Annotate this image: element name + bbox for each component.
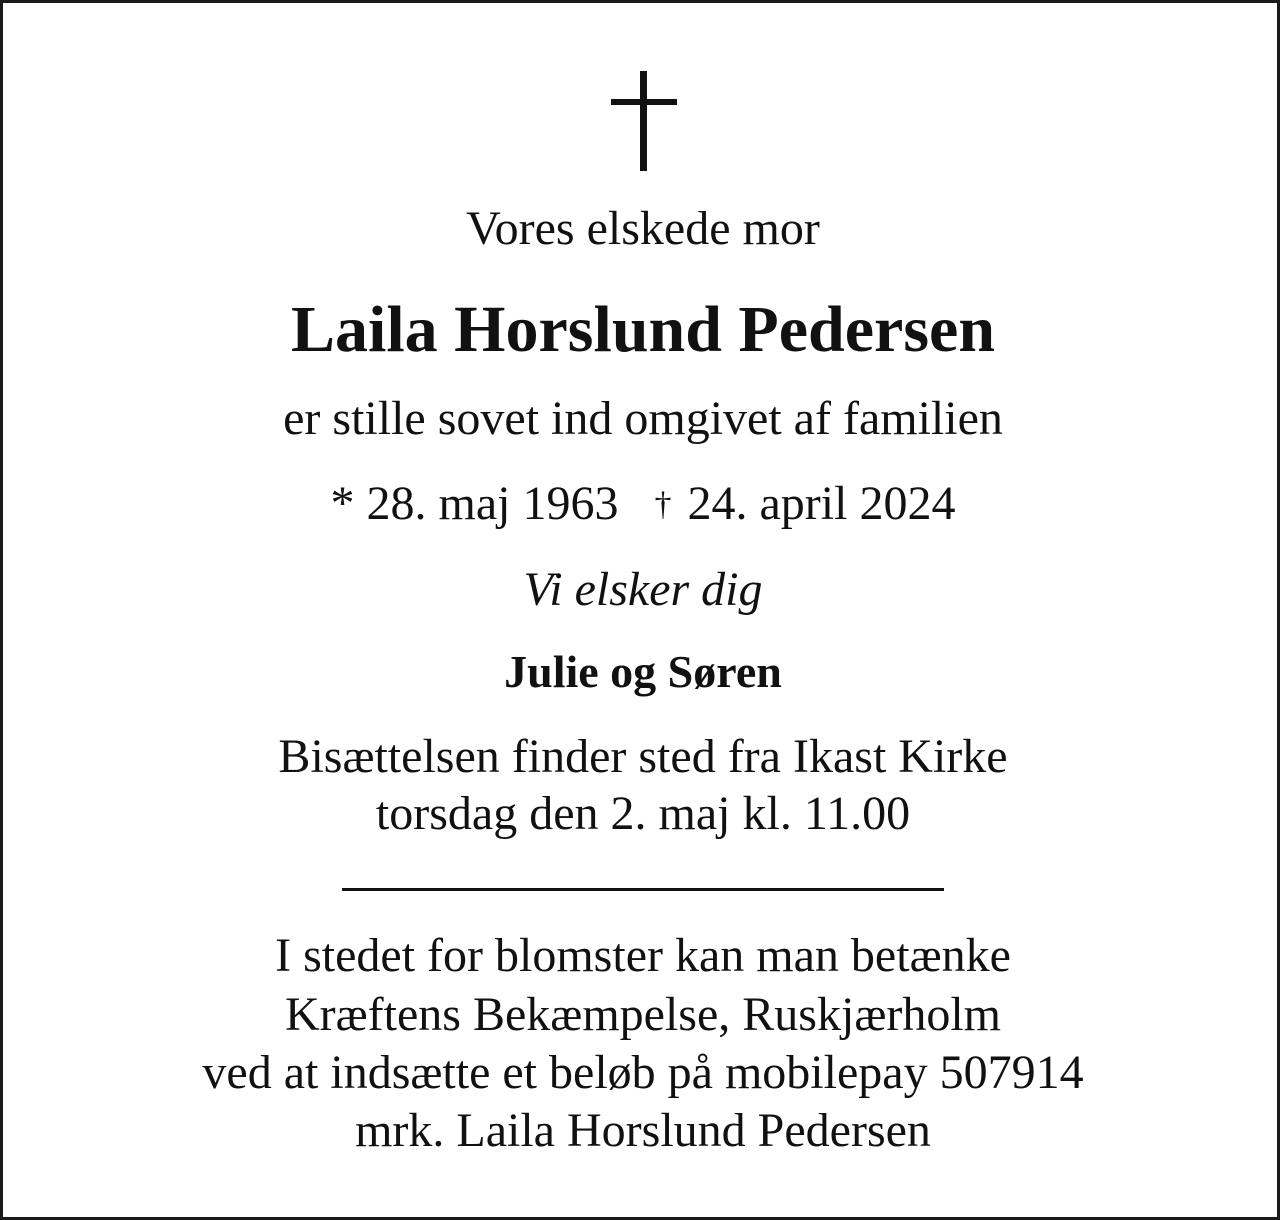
donation-line: Kræftens Bekæmpelse, Ruskjærholm [285,988,1001,1041]
birth-date: * 28. maj 1963 [330,477,619,530]
death-date: 24. april 2024 [687,477,956,530]
passing-text: er stille sovet ind omgivet af familien [283,392,1003,445]
love-text: Vi elsker dig [523,563,763,616]
intro-text: Vores elskede mor [466,202,820,255]
funeral-line: torsdag den 2. maj kl. 11.00 [375,787,911,840]
donation-line: mrk. Laila Horslund Pedersen [355,1104,931,1157]
cross-icon [611,71,677,171]
dagger-icon: † [654,486,672,523]
divider [342,888,944,891]
funeral-line: Bisættelsen finder sted fra Ikast Kirke [278,730,1008,783]
donation-line: I stedet for blomster kan man betænke [275,929,1011,982]
deceased-name: Laila Horslund Pedersen [290,293,996,366]
signers: Julie og Søren [504,646,782,697]
life-dates [3,477,1280,530]
donation-line: ved at indsætte et beløb på mobilepay 507914 [202,1046,1084,1099]
